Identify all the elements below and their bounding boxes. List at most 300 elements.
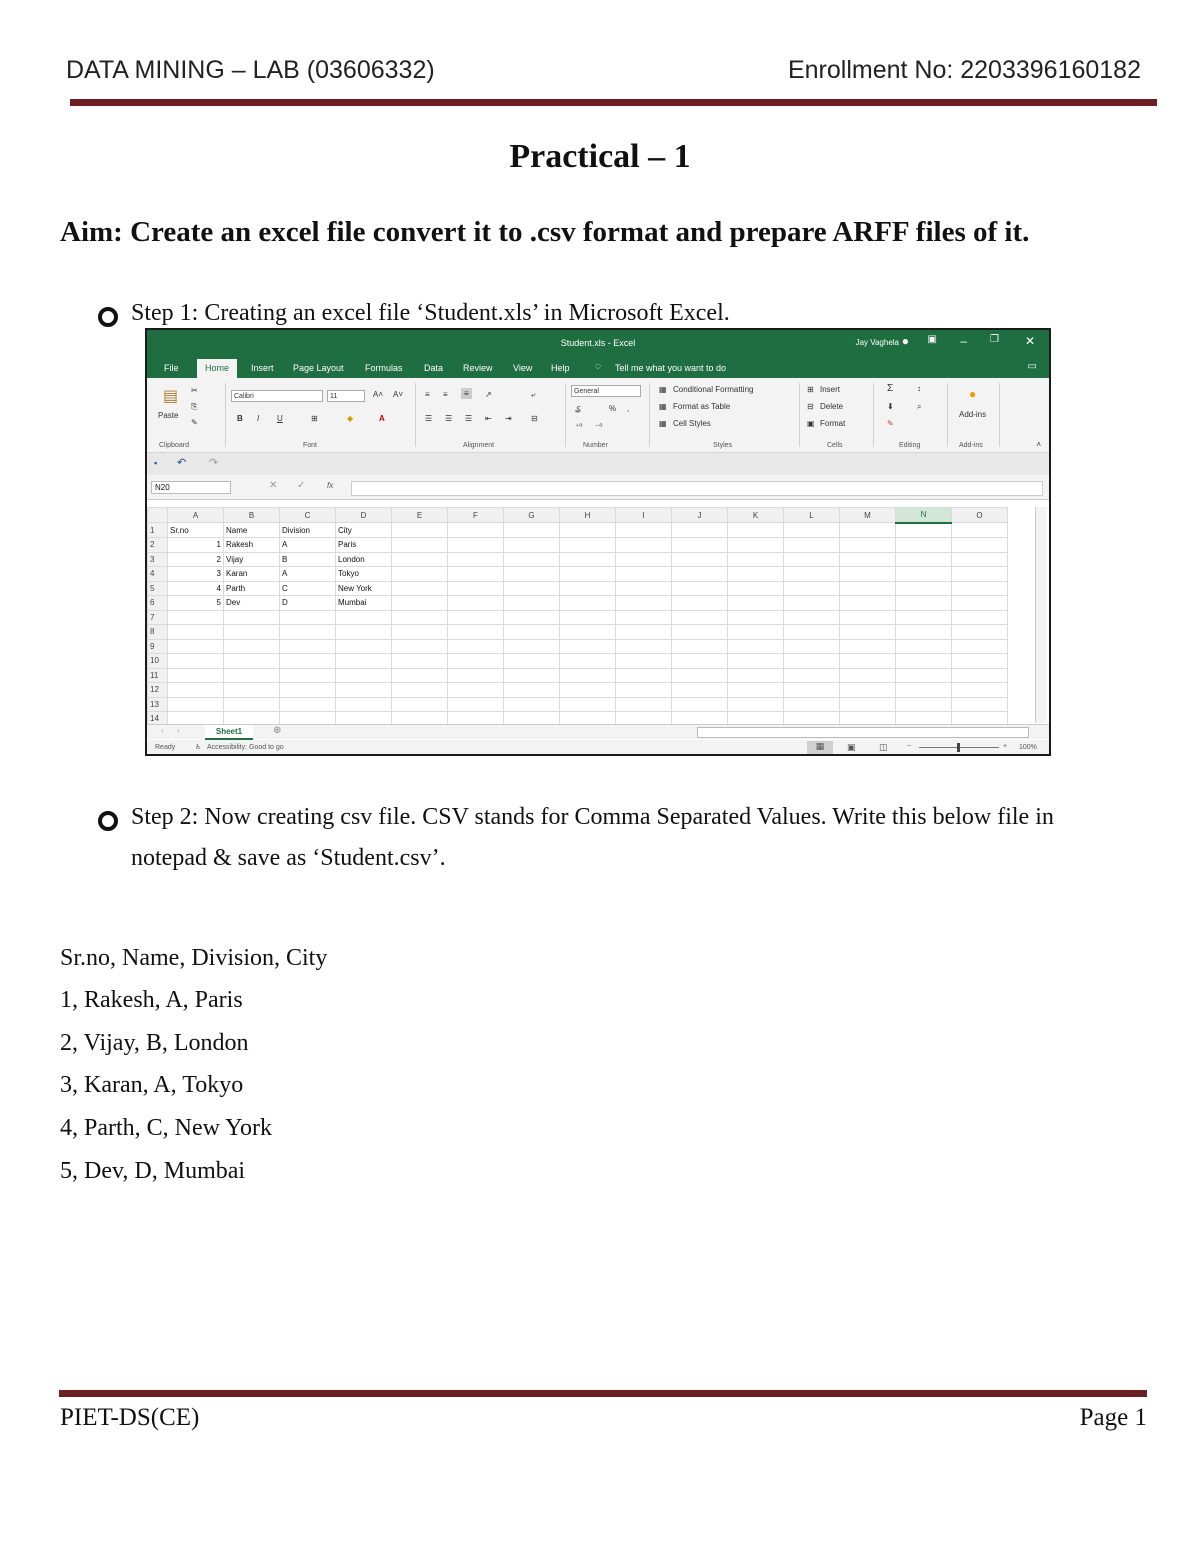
grid-cell[interactable] — [840, 552, 896, 567]
grid-cell[interactable] — [336, 654, 392, 669]
cancel-entry-icon[interactable]: ✕ — [269, 480, 278, 491]
grid-cell[interactable] — [560, 567, 616, 582]
grid-cell[interactable] — [616, 697, 672, 712]
grid-cell[interactable] — [504, 654, 560, 669]
paste-label[interactable]: Paste — [158, 411, 179, 420]
grid-cell[interactable] — [616, 596, 672, 611]
grid-cell[interactable]: Karan — [224, 567, 280, 582]
grid-cell[interactable] — [448, 538, 504, 553]
decrease-indent-icon[interactable]: ⇤ — [485, 414, 492, 423]
row-header[interactable]: 1 — [148, 523, 168, 538]
align-left-icon[interactable]: ☰ — [425, 414, 433, 423]
grid-cell[interactable] — [616, 610, 672, 625]
sheet-tab-sheet1[interactable]: Sheet1 — [205, 725, 253, 740]
add-sheet-icon[interactable]: ⊕ — [273, 725, 282, 736]
cell-styles-button[interactable]: Cell Styles — [673, 419, 711, 428]
column-header[interactable]: B — [224, 508, 280, 523]
grid-cell[interactable] — [616, 581, 672, 596]
grid-cell[interactable] — [784, 668, 840, 683]
zoom-level[interactable]: 100% — [1019, 744, 1037, 751]
find-select-icon[interactable]: ⌕ — [917, 402, 922, 411]
grid-cell[interactable] — [280, 625, 336, 640]
grid-cell[interactable] — [504, 639, 560, 654]
grid-cell[interactable] — [560, 668, 616, 683]
format-cells-button[interactable]: Format — [820, 419, 846, 428]
confirm-entry-icon[interactable]: ✓ — [297, 480, 306, 491]
row-header[interactable]: 11 — [148, 668, 168, 683]
grid-cell[interactable] — [448, 697, 504, 712]
restore-icon[interactable]: ❐ — [990, 334, 999, 345]
grid-cell[interactable] — [672, 552, 728, 567]
user-avatar-icon[interactable]: ● — [901, 334, 909, 348]
grid-cell[interactable] — [728, 581, 784, 596]
grid-cell[interactable] — [448, 596, 504, 611]
grid-cell[interactable] — [504, 625, 560, 640]
column-header[interactable]: I — [616, 508, 672, 523]
addins-icon[interactable]: ● — [969, 387, 977, 401]
percent-icon[interactable]: % — [609, 404, 617, 413]
grid-cell[interactable] — [392, 668, 448, 683]
grid-cell[interactable] — [952, 697, 1008, 712]
grid-cell[interactable] — [784, 523, 840, 538]
grid-cell[interactable] — [616, 668, 672, 683]
format-table-icon[interactable]: ▦ — [659, 402, 667, 411]
cut-icon[interactable]: ✂ — [191, 386, 198, 395]
grid-cell[interactable] — [392, 581, 448, 596]
column-header[interactable]: J — [672, 508, 728, 523]
grid-cell[interactable] — [336, 610, 392, 625]
grid-cell[interactable] — [616, 683, 672, 698]
copy-icon[interactable]: ⎘ — [191, 402, 198, 411]
grid-cell[interactable] — [896, 683, 952, 698]
align-top-icon[interactable]: ≡ — [425, 390, 430, 399]
grid-cell[interactable] — [840, 567, 896, 582]
grid-cell[interactable]: A — [280, 538, 336, 553]
grid-cell[interactable] — [728, 697, 784, 712]
align-center-icon[interactable]: ☰ — [445, 414, 453, 423]
grid-cell[interactable] — [840, 581, 896, 596]
grid-cell[interactable] — [952, 596, 1008, 611]
row-header[interactable]: 12 — [148, 683, 168, 698]
column-header[interactable]: D — [336, 508, 392, 523]
row-header[interactable]: 5 — [148, 581, 168, 596]
grid-cell[interactable] — [672, 523, 728, 538]
grid-cell[interactable] — [448, 668, 504, 683]
insert-cells-icon[interactable]: ⊞ — [807, 385, 814, 394]
grid-cell[interactable] — [616, 639, 672, 654]
grid-cell[interactable] — [672, 625, 728, 640]
grid-cell[interactable]: Tokyo — [336, 567, 392, 582]
menu-data[interactable]: Data — [424, 363, 444, 373]
grid-cell[interactable] — [672, 567, 728, 582]
grid-cell[interactable] — [392, 625, 448, 640]
grid-cell[interactable] — [896, 538, 952, 553]
format-painter-icon[interactable]: ✎ — [191, 418, 198, 427]
grid-cell[interactable] — [504, 552, 560, 567]
cell-styles-icon[interactable]: ▦ — [659, 419, 667, 428]
grid-cell[interactable] — [952, 654, 1008, 669]
grid-cell[interactable] — [280, 610, 336, 625]
close-icon[interactable]: ✕ — [1024, 334, 1035, 348]
grid-cell[interactable]: London — [336, 552, 392, 567]
grid-cell[interactable] — [728, 596, 784, 611]
grid-cell[interactable] — [392, 639, 448, 654]
paste-icon[interactable]: ▤ — [163, 388, 179, 405]
grid-cell[interactable] — [952, 668, 1008, 683]
save-icon[interactable]: ▪ — [154, 458, 158, 468]
grid-cell[interactable] — [560, 683, 616, 698]
grid-cell[interactable] — [784, 538, 840, 553]
zoom-out-icon[interactable]: − — [907, 743, 912, 750]
bold-icon[interactable]: B — [237, 414, 243, 423]
shrink-font-icon[interactable]: A˅ — [393, 390, 404, 399]
grid-cell[interactable]: C — [280, 581, 336, 596]
column-header[interactable]: O — [952, 508, 1008, 523]
grid-cell[interactable] — [504, 668, 560, 683]
grid-cell[interactable] — [784, 683, 840, 698]
row-header[interactable]: 7 — [148, 610, 168, 625]
page-break-view-icon[interactable]: ◫ — [879, 742, 888, 752]
menu-home[interactable]: Home — [197, 359, 237, 379]
normal-view-icon[interactable]: ▦ — [807, 741, 833, 754]
grid-cell[interactable] — [896, 639, 952, 654]
grid-cell[interactable] — [784, 567, 840, 582]
row-header[interactable]: 10 — [148, 654, 168, 669]
grid-cell[interactable] — [952, 610, 1008, 625]
minimize-icon[interactable]: – — [960, 334, 967, 348]
name-box[interactable]: N20 — [151, 481, 231, 494]
grid-cell[interactable] — [728, 668, 784, 683]
wrap-text-icon[interactable]: ⤶ — [531, 390, 536, 399]
italic-icon[interactable]: I — [257, 414, 260, 423]
row-header[interactable]: 3 — [148, 552, 168, 567]
format-cells-icon[interactable]: ▣ — [807, 419, 815, 428]
grid-cell[interactable] — [280, 683, 336, 698]
grid-cell[interactable] — [896, 654, 952, 669]
grid-cell[interactable] — [840, 610, 896, 625]
grid-cell[interactable] — [448, 639, 504, 654]
grid-cell[interactable] — [280, 668, 336, 683]
format-as-table-button[interactable]: Format as Table — [673, 402, 731, 411]
grid-cell[interactable] — [504, 697, 560, 712]
grid-cell[interactable] — [728, 639, 784, 654]
formula-input[interactable] — [351, 481, 1043, 496]
grid-cell[interactable]: Rakesh — [224, 538, 280, 553]
font-name-select[interactable]: Calibri — [231, 390, 323, 402]
grid-cell[interactable]: Paris — [336, 538, 392, 553]
grid-cell[interactable] — [672, 596, 728, 611]
grid-cell[interactable] — [784, 596, 840, 611]
grid-cell[interactable]: Vijay — [224, 552, 280, 567]
grid-cell[interactable] — [560, 625, 616, 640]
grid-cell[interactable] — [392, 697, 448, 712]
grid-cell[interactable] — [952, 552, 1008, 567]
grid-cell[interactable] — [560, 538, 616, 553]
grid-cell[interactable] — [952, 567, 1008, 582]
grid-cell[interactable] — [336, 639, 392, 654]
grid-cell[interactable] — [840, 654, 896, 669]
grid-cell[interactable] — [616, 538, 672, 553]
grid-cell[interactable] — [504, 610, 560, 625]
grid-cell[interactable] — [560, 654, 616, 669]
menu-review[interactable]: Review — [463, 363, 493, 373]
grid-cell[interactable] — [280, 639, 336, 654]
grid-cell[interactable] — [168, 683, 224, 698]
align-bottom-icon[interactable]: ≡ — [461, 388, 472, 399]
grid-cell[interactable] — [280, 654, 336, 669]
grid-cell[interactable] — [448, 567, 504, 582]
grid-cell[interactable] — [448, 683, 504, 698]
grid-cell[interactable] — [896, 523, 952, 538]
menu-file[interactable]: File — [164, 363, 179, 373]
grid-cell[interactable] — [392, 596, 448, 611]
collapse-ribbon-icon[interactable]: ˄ — [1036, 440, 1041, 449]
conditional-formatting-icon[interactable]: ▦ — [659, 385, 667, 394]
column-header[interactable]: C — [280, 508, 336, 523]
grid-cell[interactable] — [560, 639, 616, 654]
row-header[interactable]: 14 — [148, 712, 168, 727]
grid-cell[interactable] — [896, 668, 952, 683]
grid-cell[interactable] — [560, 610, 616, 625]
grid-cell[interactable] — [896, 697, 952, 712]
grid-cell[interactable] — [784, 581, 840, 596]
grid-cell[interactable] — [616, 625, 672, 640]
grid-cell[interactable] — [840, 596, 896, 611]
grid-cell[interactable] — [672, 639, 728, 654]
grid-cell[interactable] — [840, 538, 896, 553]
grid-cell[interactable] — [840, 523, 896, 538]
grid-cell[interactable] — [616, 552, 672, 567]
decrease-decimal-icon[interactable]: ⁻⁰ — [595, 422, 603, 431]
grid-cell[interactable] — [728, 610, 784, 625]
undo-icon[interactable]: ↶ — [177, 457, 187, 469]
grid-cell[interactable] — [448, 654, 504, 669]
grid-cell[interactable]: Division — [280, 523, 336, 538]
grid-cell[interactable] — [392, 523, 448, 538]
merge-center-icon[interactable]: ⊟ — [531, 414, 538, 423]
grid-cell[interactable] — [616, 654, 672, 669]
grid-cell[interactable] — [784, 639, 840, 654]
grid-cell[interactable] — [448, 610, 504, 625]
page-layout-view-icon[interactable]: ▣ — [847, 742, 856, 752]
grid-cell[interactable]: 3 — [168, 567, 224, 582]
column-header[interactable]: G — [504, 508, 560, 523]
grid-cell[interactable] — [168, 639, 224, 654]
grid-cell[interactable] — [896, 596, 952, 611]
grid-cell[interactable] — [560, 523, 616, 538]
grid-cell[interactable] — [672, 538, 728, 553]
fill-color-icon[interactable]: ◆ — [347, 414, 354, 423]
grid-cell[interactable] — [728, 538, 784, 553]
comma-icon[interactable]: , — [627, 404, 630, 413]
grid-cell[interactable]: Dev — [224, 596, 280, 611]
grid-cell[interactable] — [392, 567, 448, 582]
status-accessibility[interactable]: Accessibility: Good to go — [207, 744, 284, 751]
grid-cell[interactable] — [224, 639, 280, 654]
font-color-icon[interactable]: A — [379, 414, 385, 423]
grid-cell[interactable] — [672, 654, 728, 669]
column-header[interactable]: N — [896, 508, 952, 523]
row-header[interactable]: 2 — [148, 538, 168, 553]
conditional-formatting-button[interactable]: Conditional Formatting — [673, 385, 754, 394]
grid-cell[interactable] — [728, 523, 784, 538]
column-header[interactable]: L — [784, 508, 840, 523]
grid-cell[interactable] — [672, 668, 728, 683]
grid-cell[interactable] — [168, 697, 224, 712]
increase-indent-icon[interactable]: ⇥ — [505, 414, 512, 423]
grid-cell[interactable] — [896, 610, 952, 625]
grid-cell[interactable]: New York — [336, 581, 392, 596]
grid-cell[interactable] — [560, 697, 616, 712]
grid-cell[interactable] — [672, 610, 728, 625]
grid-cell[interactable]: A — [280, 567, 336, 582]
font-size-select[interactable]: 11 — [327, 390, 365, 402]
delete-cells-icon[interactable]: ⊟ — [807, 402, 814, 411]
grid-cell[interactable] — [224, 610, 280, 625]
grid-cell[interactable]: B — [280, 552, 336, 567]
grid-cell[interactable] — [336, 668, 392, 683]
grid-cell[interactable] — [784, 610, 840, 625]
select-all-corner[interactable] — [148, 508, 168, 523]
grid-cell[interactable]: Name — [224, 523, 280, 538]
grid-cell[interactable] — [616, 523, 672, 538]
grid-cell[interactable] — [560, 552, 616, 567]
grid-cell[interactable] — [952, 683, 1008, 698]
menu-insert[interactable]: Insert — [251, 363, 274, 373]
grid-cell[interactable] — [336, 683, 392, 698]
grid-cell[interactable] — [448, 523, 504, 538]
grid-cell[interactable] — [840, 683, 896, 698]
grid-cell[interactable] — [728, 683, 784, 698]
clear-icon[interactable]: ✎ — [887, 419, 894, 428]
column-header[interactable]: A — [168, 508, 224, 523]
vertical-scrollbar[interactable] — [1035, 507, 1047, 723]
menu-help[interactable]: Help — [551, 363, 570, 373]
grid-cell[interactable] — [728, 625, 784, 640]
grid-cell[interactable] — [672, 581, 728, 596]
grid-cell[interactable] — [896, 625, 952, 640]
insert-function-icon[interactable]: fx — [327, 481, 334, 490]
column-header[interactable]: M — [840, 508, 896, 523]
row-header[interactable]: 9 — [148, 639, 168, 654]
grid-cell[interactable] — [504, 567, 560, 582]
grid-cell[interactable] — [224, 668, 280, 683]
grid-cell[interactable]: D — [280, 596, 336, 611]
align-middle-icon[interactable]: ≡ — [443, 390, 448, 399]
grid-cell[interactable] — [336, 625, 392, 640]
grid-cell[interactable] — [952, 581, 1008, 596]
grid-cell[interactable]: City — [336, 523, 392, 538]
column-header[interactable]: F — [448, 508, 504, 523]
grid-cell[interactable] — [392, 683, 448, 698]
grid-cell[interactable] — [168, 668, 224, 683]
grid-cell[interactable] — [840, 668, 896, 683]
grid-cell[interactable] — [504, 581, 560, 596]
fill-icon[interactable]: ⬇ — [887, 402, 894, 411]
borders-icon[interactable]: ⊞ — [311, 414, 318, 423]
grid-cell[interactable] — [952, 538, 1008, 553]
grid-cell[interactable] — [728, 552, 784, 567]
grid-cell[interactable] — [672, 697, 728, 712]
delete-cells-button[interactable]: Delete — [820, 402, 844, 411]
grid-cell[interactable] — [560, 596, 616, 611]
grid-cell[interactable]: 1 — [168, 538, 224, 553]
prev-sheet-icon[interactable]: ‹ — [161, 726, 164, 735]
ribbon-display-icon[interactable]: ▣ — [927, 334, 937, 345]
number-format-select[interactable]: General — [571, 385, 641, 397]
grid-cell[interactable] — [224, 654, 280, 669]
menu-formulas[interactable]: Formulas — [365, 363, 403, 373]
grid-cell[interactable] — [672, 683, 728, 698]
row-header[interactable]: 6 — [148, 596, 168, 611]
grid-cell[interactable] — [952, 523, 1008, 538]
grid-cell[interactable] — [896, 552, 952, 567]
menu-page-layout[interactable]: Page Layout — [293, 363, 344, 373]
row-header[interactable]: 13 — [148, 697, 168, 712]
grid-cell[interactable] — [896, 567, 952, 582]
autosum-icon[interactable]: Σ — [887, 383, 894, 394]
grid-cell[interactable] — [784, 697, 840, 712]
row-header[interactable]: 8 — [148, 625, 168, 640]
sort-filter-icon[interactable]: ↕ — [917, 384, 921, 393]
grid-cell[interactable] — [504, 683, 560, 698]
increase-decimal-icon[interactable]: ⁺⁰ — [575, 422, 583, 431]
grid-cell[interactable]: Sr.no — [168, 523, 224, 538]
redo-icon[interactable]: ↷ — [209, 457, 219, 469]
grid-cell[interactable] — [784, 654, 840, 669]
grid-cell[interactable] — [840, 625, 896, 640]
grid-cell[interactable] — [504, 523, 560, 538]
grid-cell[interactable] — [280, 697, 336, 712]
grid-cell[interactable] — [952, 625, 1008, 640]
grid-cell[interactable] — [448, 552, 504, 567]
comments-icon[interactable]: ▭ — [1027, 361, 1037, 372]
insert-cells-button[interactable]: Insert — [820, 385, 841, 394]
grid-cell[interactable] — [392, 654, 448, 669]
grid-cell[interactable]: 2 — [168, 552, 224, 567]
grid-cell[interactable] — [448, 581, 504, 596]
grid-cell[interactable] — [896, 581, 952, 596]
addins-button[interactable]: Add-ins — [959, 410, 987, 419]
grid-cell[interactable]: 5 — [168, 596, 224, 611]
grid-cell[interactable] — [168, 610, 224, 625]
grid-cell[interactable] — [728, 654, 784, 669]
grid-cell[interactable] — [168, 654, 224, 669]
underline-icon[interactable]: U — [277, 414, 283, 423]
grid-cell[interactable] — [224, 683, 280, 698]
orientation-icon[interactable]: ↗ — [485, 390, 492, 399]
zoom-slider-thumb[interactable] — [957, 743, 960, 752]
grid-cell[interactable]: Parth — [224, 581, 280, 596]
column-header[interactable]: H — [560, 508, 616, 523]
next-sheet-icon[interactable]: › — [177, 726, 180, 735]
grow-font-icon[interactable]: A˄ — [373, 390, 384, 399]
grid-cell[interactable] — [616, 567, 672, 582]
grid-cell[interactable]: 4 — [168, 581, 224, 596]
grid-cell[interactable] — [952, 639, 1008, 654]
grid-cell[interactable] — [224, 625, 280, 640]
grid-cell[interactable] — [840, 697, 896, 712]
grid-cell[interactable] — [840, 639, 896, 654]
grid-cell[interactable] — [168, 625, 224, 640]
grid-cell[interactable] — [448, 625, 504, 640]
menu-view[interactable]: View — [513, 363, 533, 373]
grid-cell[interactable] — [728, 567, 784, 582]
grid-cell[interactable] — [392, 538, 448, 553]
grid-cell[interactable] — [504, 538, 560, 553]
grid-cell[interactable] — [784, 552, 840, 567]
grid-cell[interactable] — [560, 581, 616, 596]
